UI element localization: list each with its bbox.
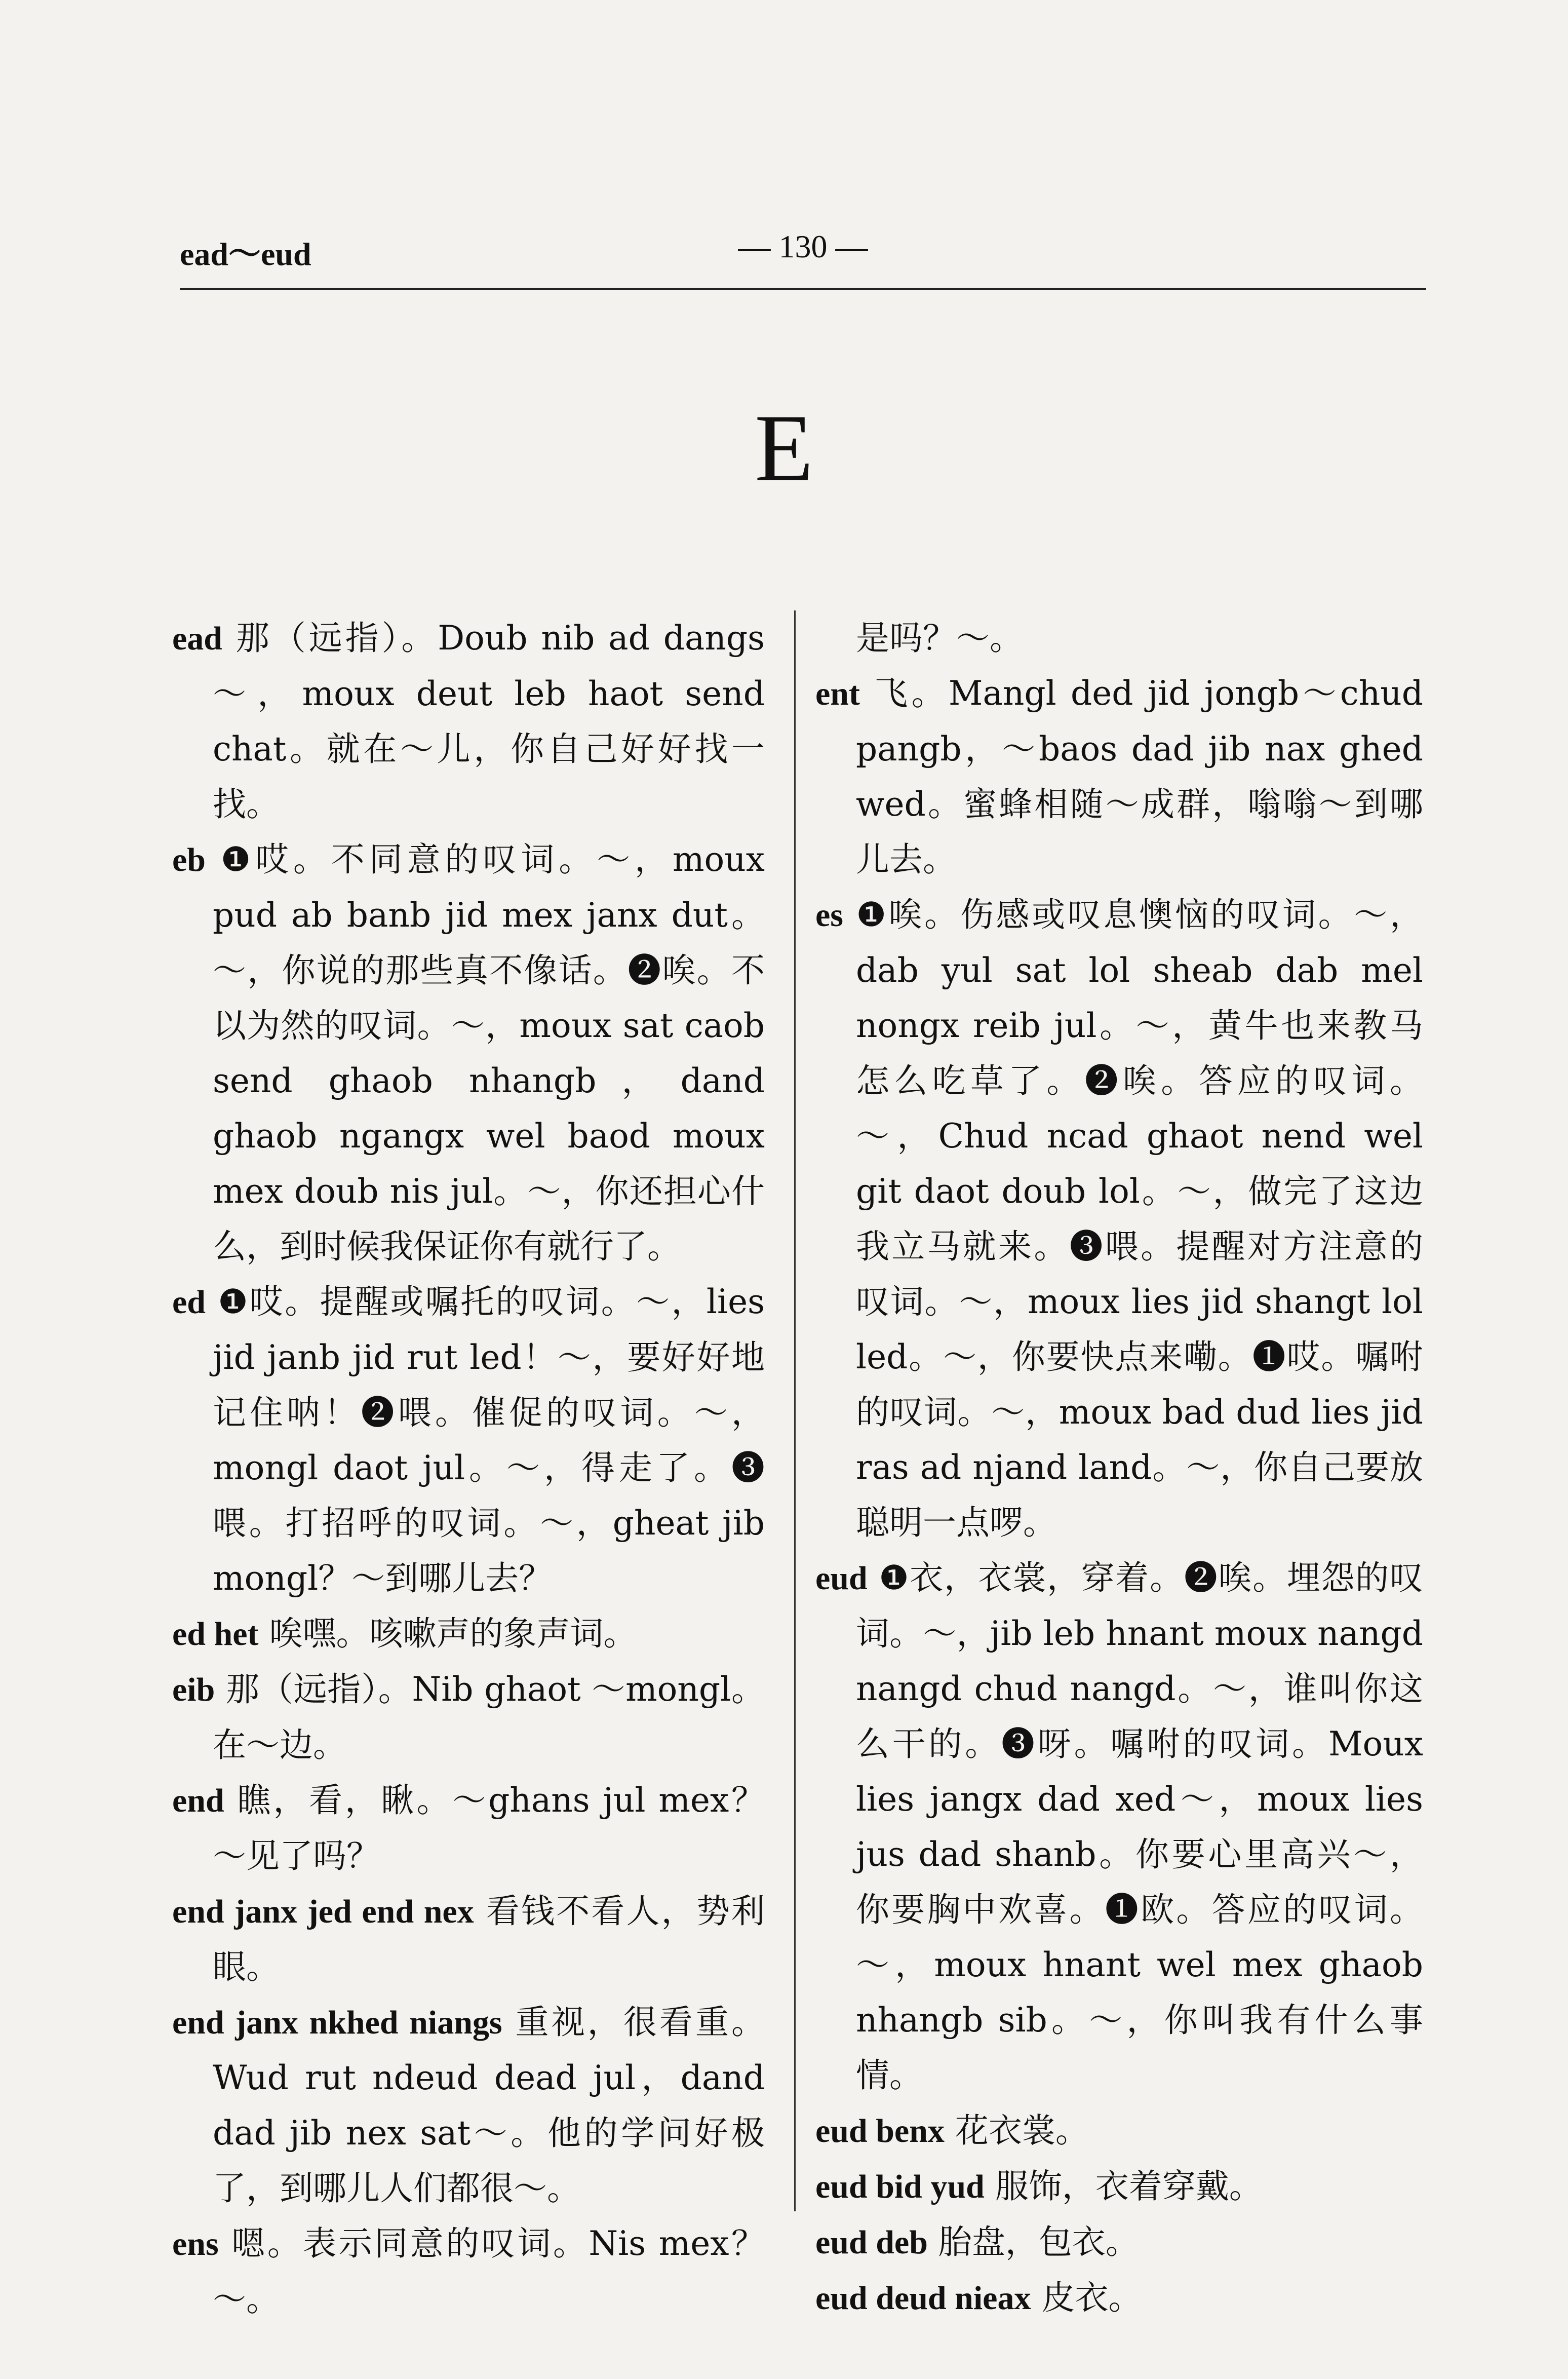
entry-headword: end janx jed end nex (172, 1893, 474, 1930)
entry-headword: es (815, 897, 843, 934)
entry-definition: 服饰，衣着穿戴。 (984, 2167, 1263, 2206)
entry-definition: 重视，很看重。Wud rut ndeud dead jul，dand dad jib nex sat～。他的学问好极了，到哪儿人们都很～。 (213, 2003, 765, 2208)
entry-definition: 那（远指）。Nib ghaot ～mongl。在～边。 (213, 1670, 765, 1764)
dictionary-entry (172, 832, 765, 1274)
entry-definition: ❶哎。提醒或嘱托的叹词。～，lies jid janb jid rut led！～，要好好地记住呐！❷喂。催促的叹词。～，mongl daot jul。～，得走了。❸喂。打招呼的叹词。～，gheat jib mongl？～到哪儿去？ (206, 1282, 765, 1598)
entry-headword: ead (172, 620, 222, 657)
dictionary-entry (815, 2214, 1423, 2270)
entry-definition: 看钱不看人，势利眼。 (213, 1892, 765, 1986)
page-header (180, 223, 1426, 284)
entry-headword: end janx nkhed niangs (172, 2004, 502, 2041)
dictionary-entry (815, 1550, 1423, 2103)
entry-headword: ed het (172, 1616, 259, 1653)
dictionary-entry (172, 1606, 765, 1662)
entry-definition: 那（远指）。Doub nib ad dangs～，moux deut leb haot send chat。就在～儿，你自己好好找一找。 (213, 619, 765, 824)
entry-headword: eud deud nieax (815, 2280, 1031, 2317)
entry-definition: 皮衣。 (1031, 2278, 1142, 2317)
entry-headword: eud benx (815, 2113, 945, 2150)
entry-definition: ❶唉。伤感或叹息懊恼的叹词。～，dab yul sat lol sheab dab mel nongx reib jul。～，黄牛也来教马怎么吃草了。❷唉。答应的叹词。～，Chud ncad ghaot nend wel git daot doub lol。～，做完了这边我立马就来。❸喂。提醒对方注意的叹词。～，moux lies jid shangt lol led。～，你要快点来嘞。❶哎。嘱咐的叹词。～，moux bad dud lies jid ras ad njand land。～，你自己要放聪明一点啰。 (843, 895, 1423, 1542)
entry-headword: eud deb (815, 2224, 928, 2261)
entry-definition: 唉嘿。咳嗽声的象声词。 (258, 1614, 637, 1653)
section-letter: E (754, 395, 814, 502)
entry-headword: eud (815, 1560, 868, 1597)
dictionary-entry (172, 1773, 765, 1884)
header-rule (180, 288, 1426, 290)
entry-headword: end (172, 1782, 224, 1819)
dictionary-entry (172, 1994, 765, 2216)
left-column (172, 610, 765, 2327)
dictionary-entry (172, 1884, 765, 1994)
entry-headword: ent (815, 675, 860, 712)
page-number: — 130 — (738, 228, 868, 264)
dictionary-entry (172, 2216, 765, 2327)
dictionary-entry (815, 666, 1423, 887)
entry-continuation: 是吗？～。 (856, 619, 1023, 658)
entry-definition: ❶哎。不同意的叹词。～，moux pud ab banb jid mex janx dut。～，你说的那些真不像话。❷唉。不以为然的叹词。～，moux sat caob send ghaob nhangb，dand ghaob ngangx wel baod moux mex doub nis jul。～，你还担心什么，到时候我保证你有就行了。 (206, 840, 765, 1266)
entry-headword: eud bid yud (815, 2168, 985, 2205)
right-column (815, 610, 1423, 2326)
entry-definition: ❶衣，衣裳，穿着。❷唉。埋怨的叹词。～，jib leb hnant moux nangd nangd chud nangd。～，谁叫你这么干的。❸呀。嘱咐的叹词。Moux lies jangx dad xed～，moux lies jus dad shanb。你要心里高兴～，你要胸中欢喜。❶欧。答应的叹词。～，moux hnant wel mex ghaob nhangb sib。～，你叫我有什么事情。 (856, 1558, 1423, 2095)
entry-definition: 胎盘，包衣。 (927, 2222, 1139, 2261)
entry-definition: 飞。Mangl ded jid jongb～chud pangb，～baos dad jib nax ghed wed。蜜蜂相随～成群，嗡嗡～到哪儿去。 (856, 674, 1423, 879)
entry-definition: 瞧，看，瞅。～ghans jul mex？～见了吗？ (213, 1781, 765, 1875)
column-divider (794, 610, 796, 2211)
running-head: ead～eud (180, 236, 311, 272)
dictionary-entry (815, 2159, 1423, 2214)
dictionary-entry (815, 2103, 1423, 2159)
entry-headword: eib (172, 1671, 215, 1708)
entry-headword: ens (172, 2225, 219, 2262)
entry-definition: 嗯。表示同意的叹词。Nis mex？～。 (213, 2224, 765, 2319)
dictionary-entry (172, 1662, 765, 1773)
dictionary-entry (172, 1274, 765, 1606)
dictionary-entry (815, 2270, 1423, 2326)
entry-definition: 花衣裳。 (944, 2111, 1089, 2150)
dictionary-entry (815, 887, 1423, 1550)
dictionary-entry (172, 610, 765, 832)
entry-headword: ed (172, 1284, 206, 1321)
entry-headword: eb (172, 841, 206, 878)
